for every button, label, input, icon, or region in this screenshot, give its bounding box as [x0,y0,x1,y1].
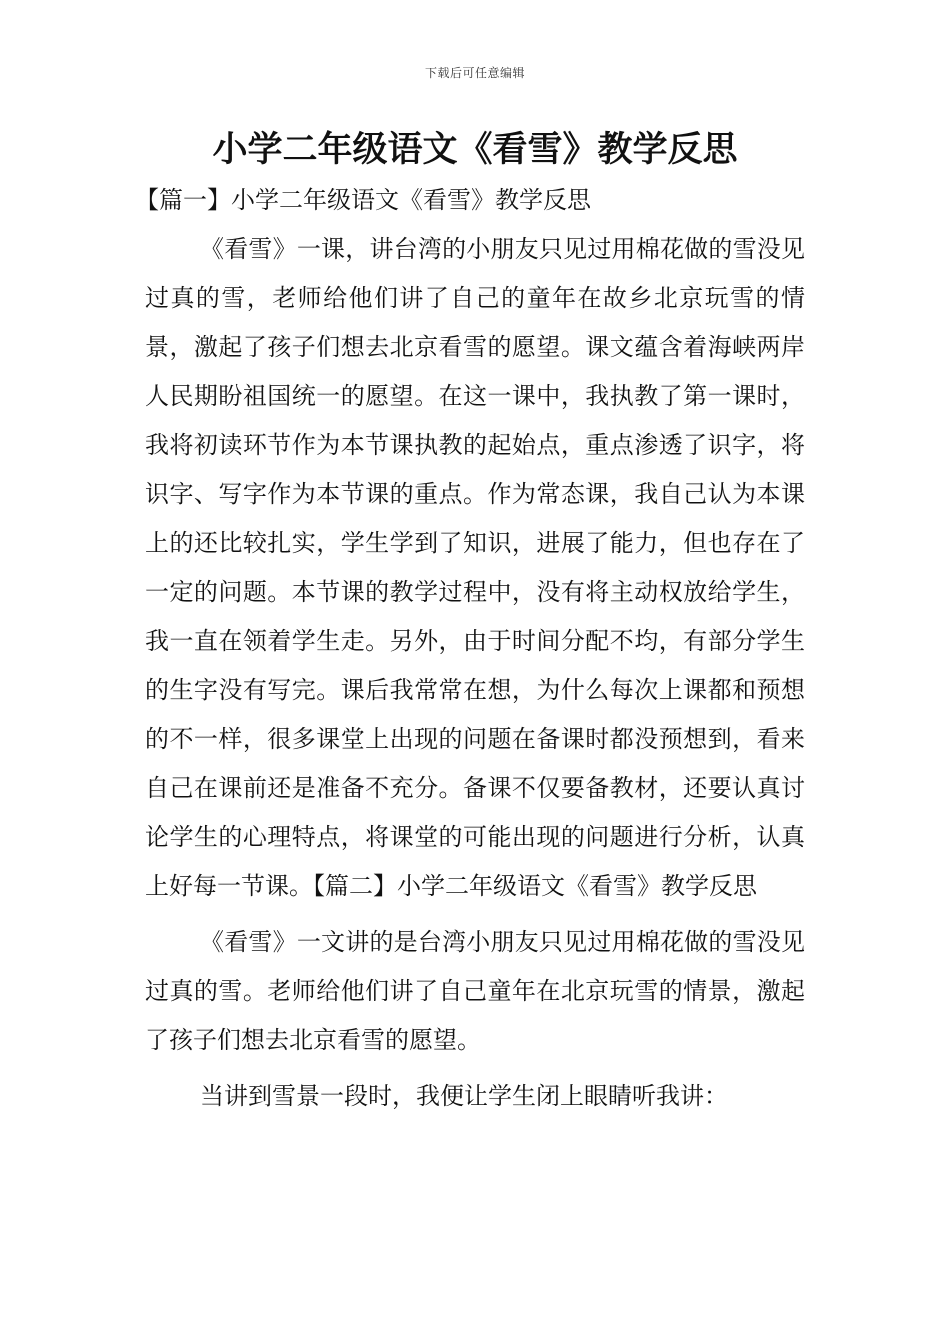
paragraph-2: 《看雪》一文讲的是台湾小朋友只见过用棉花做的雪没见过真的雪。老师给他们讲了自己童年在北京玩雪的情景，激起了孩子们想去北京看雪的愿望。 [145,928,805,1054]
document-body [135,176,805,1121]
paragraph-1: 《看雪》一课，讲台湾的小朋友只见过用棉花做的雪没见过真的雪，老师给他们讲了自己的童年在故乡北京玩雪的情景，激起了孩子们想去北京看雪的愿望。课文蕴含着海峡两岸人民期盼祖国统一的愿望。在这一课中，我执教了第一课时，我将初读环节作为本节课执教的起始点，重点渗透了识字，将识字、写字作为本节课的重点。作为常态课，我自己认为本课上的还比较扎实，学生学到了知识，进展了能力，但也存在了一定的问题。本节课的教学过程中，没有将主动权放给学生，我一直在领着学生走。另外，由于时间分配不均，有部分学生的生字没有写完。课后我常常在想，为什么每次上课都和预想的不一样，很多课堂上出现的问题在备课时都没预想到，看来自己在课前还是准备不充分。备课不仅要备教材，还要认真讨论学生的心理特点，将课堂的可能出现的问题进行分析，认真上好每一节课。【篇二】小学二年级语文《看雪》教学反思 [145,235,805,900]
header-note: 下载后可任意编辑 [424,66,525,80]
document-title: 小学二年级语文《看雪》教学反思 [212,130,738,170]
section-heading-1: 【篇一】小学二年级语文《看雪》教学反思 [135,186,591,214]
paragraph-3: 当讲到雪景一段时，我便让学生闭上眼睛听我讲： [200,1082,728,1110]
